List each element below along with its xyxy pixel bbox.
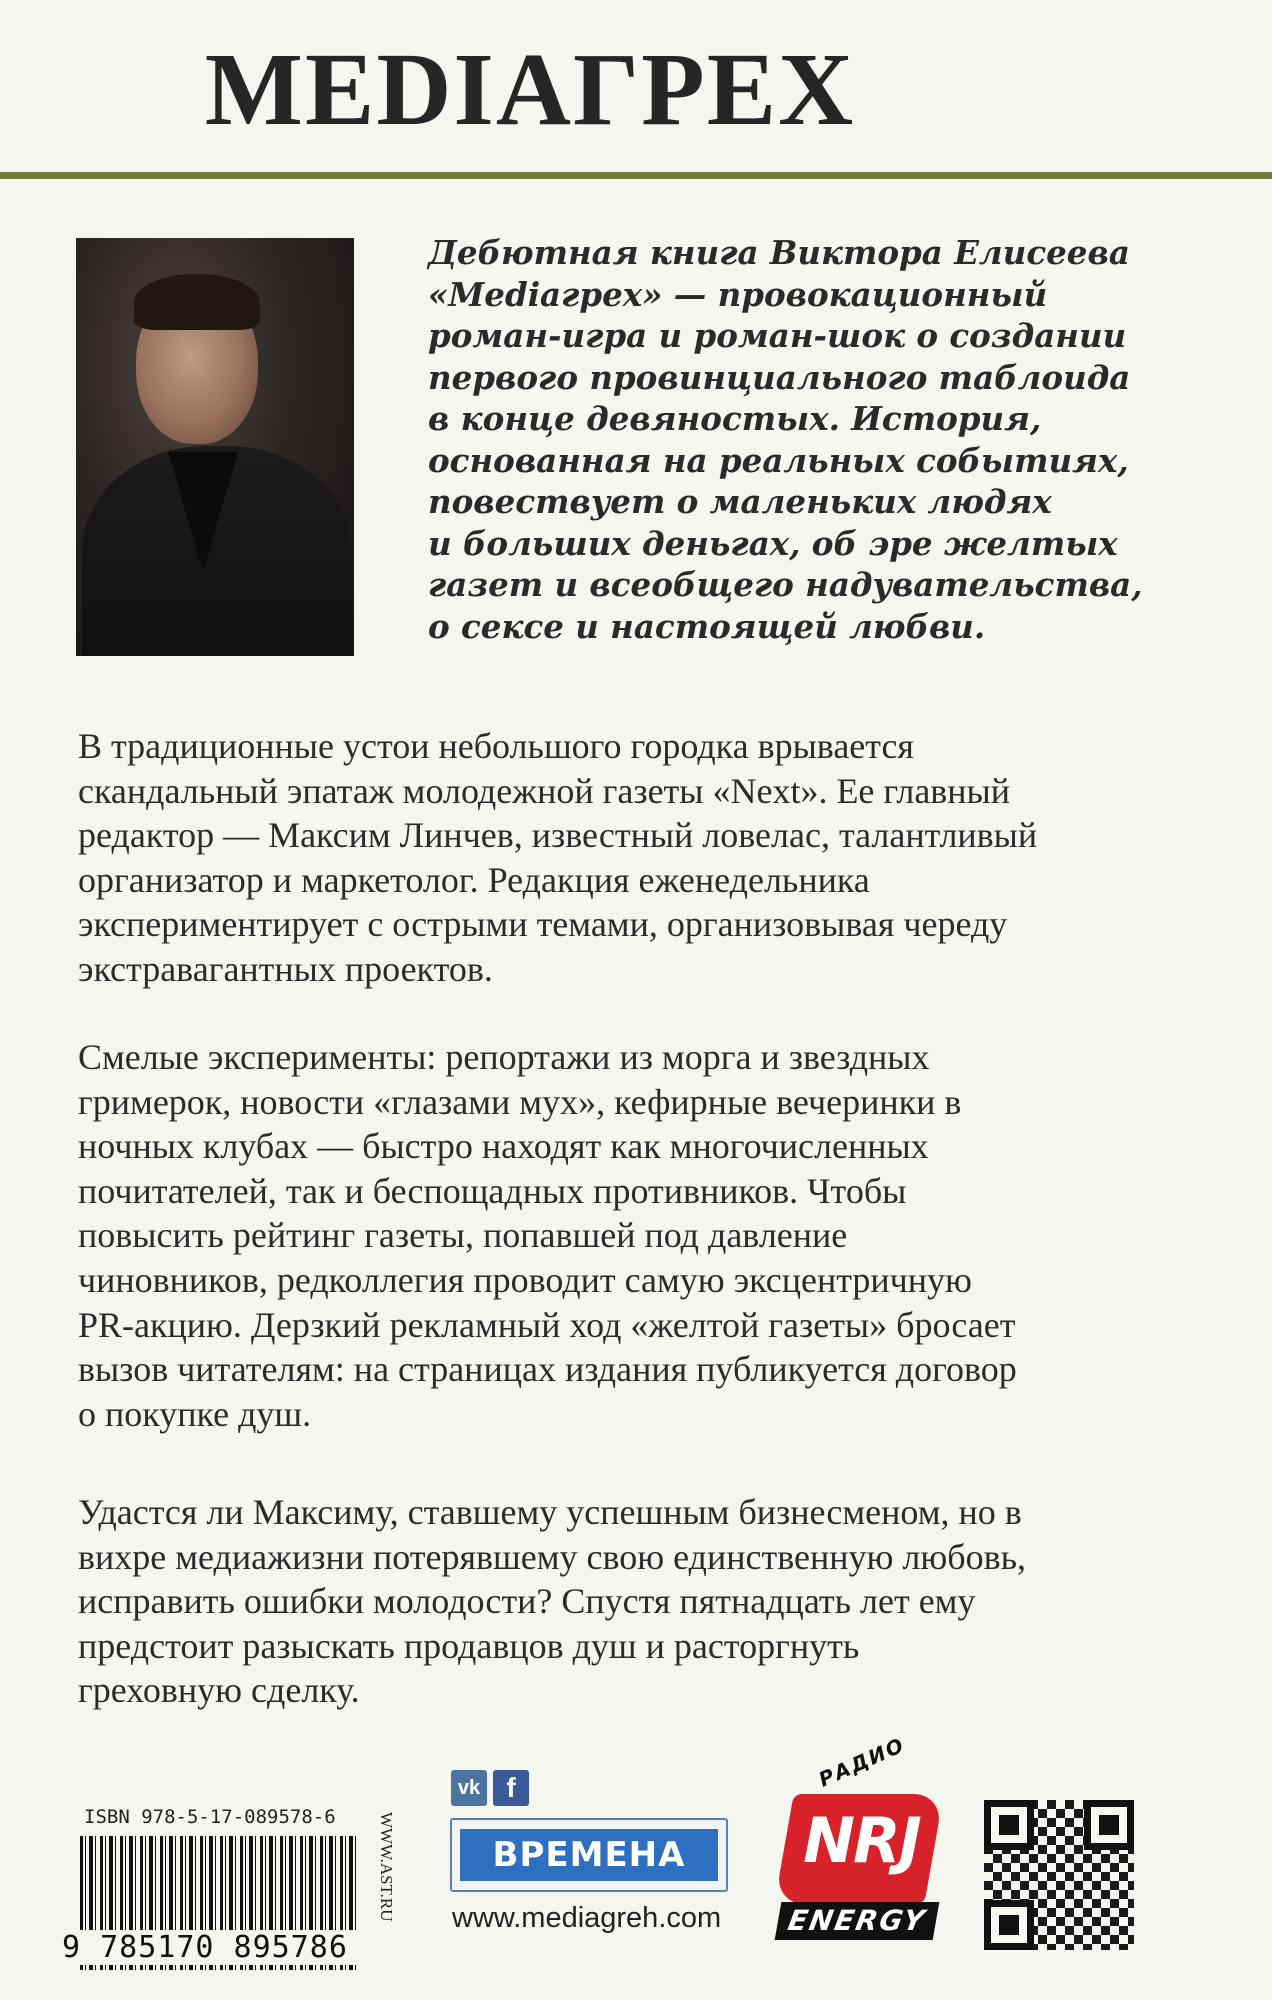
lead-line: в конце девяностых. История, [428, 399, 1042, 438]
lead-line: о сексе и настоящей любви. [428, 606, 986, 646]
description-paragraph-3 [78, 1490, 1178, 1713]
header-divider [0, 172, 1272, 179]
paragraph-line: Удастся ли Максиму, ставшему успешным бизнесменом, но в [78, 1492, 1022, 1532]
paragraph-line: редактор — Максим Линчев, известный ловелас, талантливый [78, 815, 1038, 856]
paragraph-line: предстоит разыскать продавцов душ и расторгнуть [78, 1625, 860, 1666]
qr-finder [984, 1800, 1034, 1850]
paragraph-line: исправить ошибки молодости? Спустя пятнадцать лет ему [78, 1581, 976, 1622]
paragraph-line: повысить рейтинг газеты, попавшей под давление [78, 1215, 848, 1256]
vremena-label: ВРЕМЕНА [460, 1829, 718, 1881]
lead-line: и больших деньгах, об эре желтых [428, 523, 1118, 563]
qr-code[interactable] [984, 1800, 1134, 1950]
paragraph-line: скандальный эпатаж молодежной газеты «Next». Ее главный [78, 770, 1011, 811]
paragraph-line: PR-акцию. Дерзкий рекламный ход «желтой газеты» бросает [78, 1304, 1016, 1345]
energy-label: ENERGY [775, 1902, 940, 1940]
lead-line: газет и всеобщего надувательства, [428, 565, 1143, 604]
facebook-icon[interactable]: f [493, 1770, 529, 1806]
site-url[interactable]: www.mediagreh.com [452, 1902, 722, 1934]
description-paragraph-2 [78, 1035, 1178, 1436]
paragraph-line: чиновников, редколлегия проводит самую эксцентричную [78, 1259, 972, 1300]
barcode-number: 9 785170 895786 [62, 1930, 362, 1965]
paragraph-line: В традиционные устои небольшого городка врывается [78, 726, 914, 766]
paragraph-line: гримерок, новости «глазами мух», кефирные вечеринки в [78, 1081, 962, 1122]
lead-blurb [428, 232, 1143, 647]
paragraph-line: экстравагантных проектов. [78, 948, 493, 989]
paragraph-line: греховную сделку. [78, 1670, 360, 1711]
lead-line: повествует о маленьких людях [428, 482, 1052, 521]
author-photo [76, 238, 354, 656]
lead-line: «Mediaгрех» — провокационный [428, 274, 1048, 314]
paragraph-line: экспериментирует с острыми темами, организовывая череду [78, 904, 1008, 945]
paragraph-line: ночных клубах — быстро находят как многочисленных [78, 1126, 929, 1167]
paragraph-line: о покупке душ. [78, 1393, 312, 1434]
vk-icon[interactable]: vk [451, 1770, 487, 1806]
radio-label: РАДИО [815, 1732, 909, 1792]
paragraph-line: Смелые эксперименты: репортажи из морга и звездных [78, 1037, 930, 1077]
lead-line: основанная на реальных событиях, [428, 440, 1129, 480]
isbn-label: ISBN 978-5-17-089578-6 [84, 1806, 336, 1828]
publisher-url: WWW.AST.RU [377, 1812, 396, 1922]
radio-energy-logo [776, 1732, 942, 1942]
lead-line: роман-игра и роман-шок о создании [428, 316, 1127, 355]
lead-line: первого провинциального таблоида [428, 357, 1131, 397]
qr-finder [1084, 1800, 1134, 1850]
nrj-badge [774, 1794, 943, 1904]
nrj-text: NRJ [803, 1804, 920, 1877]
paragraph-line: организатор и маркетолог. Редакция еженедельника [78, 859, 870, 900]
vremena-logo [450, 1818, 728, 1892]
qr-finder [984, 1900, 1034, 1950]
paragraph-line: почитателей, так и беспощадных противников. Чтобы [78, 1170, 907, 1211]
description-paragraph-1 [78, 724, 1178, 992]
lead-line: Дебютная книга Виктора Елисеева [428, 233, 1130, 272]
photo-hair [134, 274, 260, 330]
paragraph-line: вызов читателям: на страницах издания публикуется договор [78, 1349, 1017, 1390]
paragraph-line: вихре медиажизни потерявшему свою единственную любовь, [78, 1536, 1026, 1577]
book-title: MEDIAГРЕХ [204, 32, 856, 147]
